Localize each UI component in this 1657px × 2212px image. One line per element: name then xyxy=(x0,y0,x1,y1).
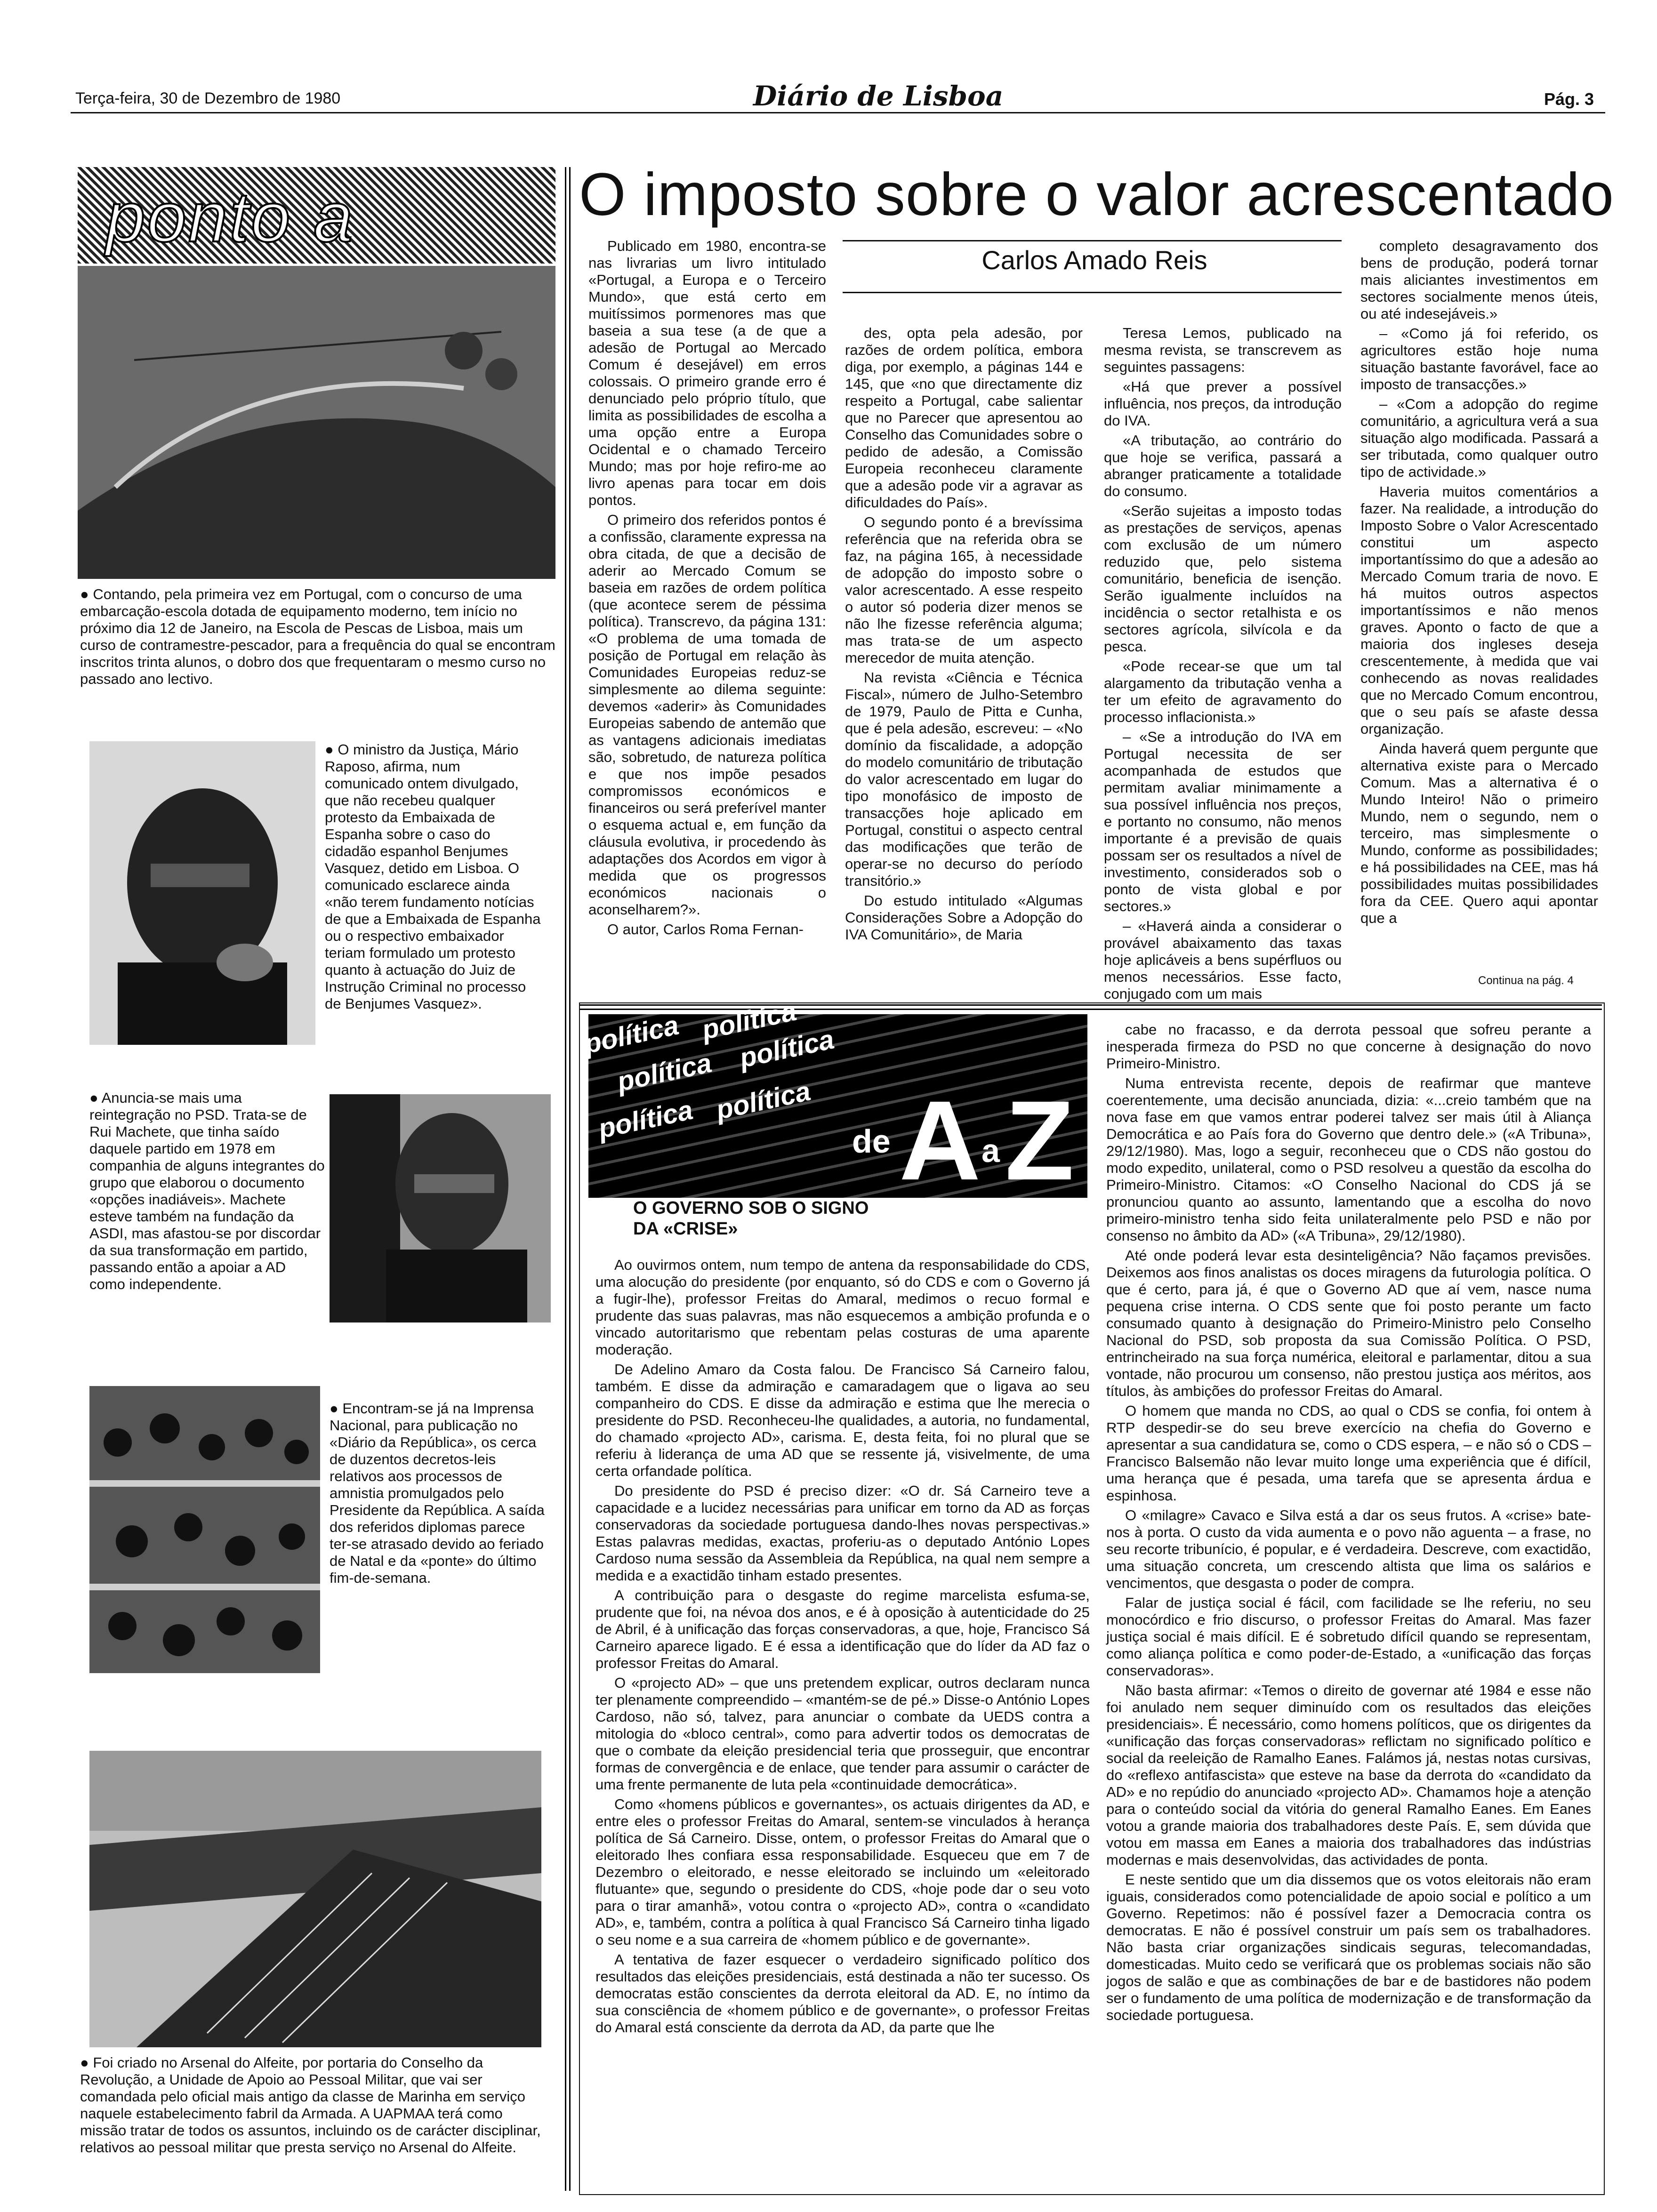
az-c1-p5: O «projecto AD» – que uns pretendem explicar, outros declaram nunca ter plenamente compreendido – «mantém-se de pé.» Disse-o António Lopes Cardoso, não só, talvez, para anunciar o combate da UEDS contra a mitologia do «bloco central», como para advertir todos os democratas de que o combate da eleição presidencial teria que prosseguir, que encontrar formas de convergência e de enlace, que tender para assumir o carácter de uma frente permanente de luta pela «continuidade democrática». xyxy=(595,1675,1090,1793)
iva-c3-p6: – «Se a introdução do IVA em Portugal necessita de ser acompanhada de estudos que permitam avaliar minimamente a sua possível influência nos preços, e portanto no consumo, não menos importante é a previsão de quais possam ser os resultados a nível de investimento, considerados sob o ponto de vista global e por sectores.» xyxy=(1104,729,1342,914)
masthead: Diário de Lisboa xyxy=(753,80,1004,112)
banner-word-6: política xyxy=(713,1075,813,1126)
iva-c3-p5: «Pode recear-se que um tal alargamento da tributação venha a ter um efeito de agravamento do processo inflacionista.» xyxy=(1104,658,1342,725)
photo-arsenal xyxy=(89,1751,541,2047)
iva-c1-p1: Publicado em 1980, encontra-se nas livrarias um livro intitulado «Portugal, a Europa e o Terceiro Mundo», que está certo em muitíssimos pormenores mas que baseia a sua tese (a de que a adesão de Portugal ao Mercado Comum é desejável) em erros colossais. O primeiro grande erro é denunciado pelo próprio título, que limita as possibilidades de escolha a uma opção entre a Europa Ocidental e o chamado Terceiro Mundo; mas por hoje refiro-me ao livro apenas para tocar em dois pontos. xyxy=(588,238,826,508)
boat-image xyxy=(78,266,555,579)
iva-c2-p1: des, opta pela adesão, por razões de ordem política, embora diga, por exemplo, a páginas 144 e 145, que «no que directamente diz respeito a Portugal, cabe salientar que no Parecer que apresentou ao Conselho das Comunidades sobre o pedido de adesão, a Comissão Europeia reconheceu claramente que a adesão pode vir a agravar as dificuldades do País». xyxy=(845,325,1083,511)
az-c1-p2: De Adelino Amaro da Costa falou. De Francisco Sá Carneiro falou, também. E disse da admiração e camaradagem que o ligava ao seu companheiro do CDS. E disse da admiração e estima que lhe merecia o presidente do PSD. Reconheceu-lhe qualidades, a autoria, no fundamental, do chamado «projecto AD», carisma. E, desta feita, foi no plural que se referiu à liderança de uma AD que se ressente já, visivelmente, de uma certa orfandade política. xyxy=(595,1361,1090,1479)
az-de: de xyxy=(852,1123,891,1160)
photo-crowd xyxy=(89,1386,320,1673)
minister-image xyxy=(89,741,315,1045)
iva-c1-p2: O primeiro dos referidos pontos é a confissão, claramente expressa na obra citada, de que a decisão de aderir ao Mercado Comum se baseia em razões de ordem política (que acontece serem de péssima política). Transcrevo, da página 131: «O problema de uma tomada de posição de Portugal em relação às Comunidades Europeias reduz-se simplesmente ao dilema seguinte: devemos «aderir» às Comunidades Europeias sabendo de antemão que as vantagens adicionais imediatas são, sobretudo, de natureza política e que nos impõe pesados compromissos económicos e financeiros ou será preferível manter o esquema actual e, em função da cláusula evolutiva, ir procedendo às adaptações dos Acordos em vigor à medida que os progressos económicos nacionais o aconselharem?». xyxy=(588,512,826,918)
az-headline: O GOVERNO SOB O SIGNO DA «CRISE» xyxy=(633,1198,869,1239)
ponto-item-5: ● Foi criado no Arsenal do Alfeite, por portaria do Conselho da Revolução, a Unidade de Apoio ao Pessoal Militar, que vai ser comandada pelo oficial mais antigo da classe de Marinha em serviço naquele estabelecimento fabril da Armada. A UAPMAA terá como missão tratar de todos os assuntos, incluindo os de carácter disciplinar, relativos ao pessoal militar que presta serviço no Arsenal do Alfeite. xyxy=(80,2054,541,2156)
ponto-item-1: ● Contando, pela primeira vez em Portugal, com o concurso de uma embarcação-escola dotada de equipamento moderno, tem início no próximo dia 12 de Janeiro, na Escola de Pescas de Lisboa, mais um curso de contramestre-pescador, para a frequência do qual se encontram inscritos trinta alunos, o dobro dos que frequentaram o mesmo curso no passado ano lectivo. xyxy=(80,586,555,687)
az-c1-p6: Como «homens públicos e governantes», os actuais dirigentes da AD, e entre eles o professor Freitas do Amaral, sentem-se vinculados à herança política de Sá Carneiro. Disse, ontem, o professor Freitas do Amaral que o eleitorado lhes confiara essa responsabilidade. Esqueceu que em 7 de Dezembro o eleitorado, e nesse eleitorado se incluindo um «eleitorado flutuante» que, segundo o presidente do CDS, «hoje pode dar o seu voto para o tirar amanhã», votou contra o «projecto AD», contra o «candidato AD», e, também, contra a política à qual Francisco Sá Carneiro tinha ligado o seu nome e a sua carreira de «homem público e de governante». xyxy=(595,1796,1090,1948)
photo-machete xyxy=(330,1094,551,1322)
az-c2-p3: Até onde poderá levar esta desinteligência? Não façamos previsões. Deixemos aos finos analistas os doces miragens da futurologia política. O que é certo, para já, é que o Governo AD que aí vem, nasce numa pequena crise interna. O CDS sente que foi posto perante um facto consumado quanto à designação do Primeiro-Ministro pelo Conselho Nacional do PSD, sob proposta da sua Comissão Política. O PSD, entrincheirado na sua força numérica, eleitoral e parlamentar, ditou a sua vontade, não procurou um consenso, não prestou justiça aos méritos, aos títulos, às ambições do professor Freitas do Amaral. xyxy=(1106,1247,1591,1399)
ponto-item-3: ● Anuncia-se mais uma reintegração no PSD. Trata-se de Rui Machete, que tinha saído daquele partido em 1978 em companhia de alguns integrantes do grupo que elaborou o documento «opções inadiáveis». Machete esteve também na fundação da ASDI, mas afastou-se por discordar da sua transformação em partido, passando então a apoiar a AD como independente. xyxy=(89,1090,325,1292)
iva-c3-p7: – «Haverá ainda a considerar o provável abaixamento das taxas hoje aplicáveis a bens supérfluos ou menos necessários. Esse facto, conjugado com um mais xyxy=(1104,918,1342,1002)
az-c2-p2: Numa entrevista recente, depois de reafirmar que manteve coerentemente, uma decisão anunciada, dizia: «...creio também que na nova fase em que vamos entrar poderei talvez ser mais útil à Aliança Democrática e ao País fora do Governo que dentro dele.» («A Tribuna», 29/12/1980). Mas, logo a seguir, reconheceu que o CDS não gostou do modo expedito, unilateral, como o PSD resolveu a questão da escolha do Primeiro-Ministro. Citamos: «O Conselho Nacional do CDS já se pronunciou quanto ao assunto, lamentando que a escolha do novo primeiro-ministro tenha sido feita unilateralmente pelo PSD e não por consenso no âmbito da AD» («A Tribuna», 29/12/1980). xyxy=(1106,1075,1591,1244)
banner-word-2: política xyxy=(699,995,799,1046)
az-letter-small-a: a xyxy=(981,1132,1000,1169)
iva-column-3 xyxy=(1104,325,1342,1005)
ponto-banner-text: ponto a xyxy=(106,177,355,256)
iva-c4-p4: Haveria muitos comentários a fazer. Na realidade, a introdução do Imposto Sobre o Valor Acrescentado constitui um aspecto importantíssimo do que a adesão ao Mercado Comum traria de novo. E há muitos outros aspectos importantíssimos e não menos graves. Aponto o facto de que a maioria dos ingleses deseja crescentemente, à medida que vai conhecendo as novas realidades que no Mercado Comum encontrou, que o seu país se afaste dessa organização. xyxy=(1360,483,1598,737)
iva-c3-p3: «A tributação, ao contrário do que hoje se verifica, passará a abranger praticamente a totalidade do consumo. xyxy=(1104,432,1342,499)
banner-word-3: política xyxy=(614,1047,715,1098)
ponto-item-4: ● Encontram-se já na Imprensa Nacional, para publicação no «Diário da República», os cerca de duzentos decretos-leis relativos aos processos de amnistia promulgados pelo Presidente da República. A saída dos referidos diplomas parece ter-se atrasado devido ao feriado de Natal e da «ponte» do último fim-de-semana. xyxy=(330,1400,545,1586)
az-c2-p5: O «milagre» Cavaco e Silva está a dar os seus frutos. A «crise» bate-nos à porta. O custo da vida aumenta e o povo não aguenta – a frase, no seu recorte tribunício, é popular, e é verdadeira. Descreve, com exactidão, uma situação concreta, um crescendo altista que lima os salários e vencimentos, que desgasta o poder de compra. xyxy=(1106,1507,1591,1591)
iva-c4-p2: – «Como já foi referido, os agricultores estão hoje numa situação bastante favorável, face ao imposto de transacções.» xyxy=(1360,325,1598,393)
az-column-2 xyxy=(1106,1021,1591,2027)
az-c2-p4: O homem que manda no CDS, ao qual o CDS se confia, foi ontem à RTP despedir-se do seu breve exercício na chefia do Governo e apresentar a sua candidatura se, como o CDS espera, – e não só o CDS – Francisco Balsemão não levar muito longe uma experiência que é difícil, uma herança que é pesada, uma tarefa que se apresenta árdua e espinhosa. xyxy=(1106,1403,1591,1504)
author-rule-bottom xyxy=(843,292,1342,293)
iva-column-2 xyxy=(845,325,1083,946)
iva-c4-p3: – «Com a adopção do regime comunitário, a agricultura verá a sua situação algo modificada. Passará a ser tributada, como qualquer outro tipo de actividade.» xyxy=(1360,396,1598,480)
author-rule-top xyxy=(843,240,1342,241)
continued-note: Continua na pág. 4 xyxy=(1478,974,1574,987)
iva-c1-p3: O autor, Carlos Roma Fernan- xyxy=(607,921,804,938)
photo-minister xyxy=(89,741,315,1045)
header-rule xyxy=(71,112,1605,113)
article-author: Carlos Amado Reis xyxy=(981,245,1207,275)
crowd-image xyxy=(89,1386,320,1673)
az-letter-a: A xyxy=(899,1077,981,1203)
az-banner xyxy=(581,995,1087,1203)
banner-word-5: política xyxy=(595,1094,696,1145)
az-c2-p8: E neste sentido que um dia dissemos que os votos eleitorais não eram iguais, considerados como potencialidade de apoio social e político a um Governo. Repetimos: não é possível fazer a Democracia contra os democratas. E não é possível construir um país sem os trabalhadores. Não basta criar organizações sindicais seguras, telecomandadas, domesticadas. Muito cedo se verificará que os problemas sociais não são jogos de salão e que as combinações de bar e de bastidores não podem ser o fundamento de uma política de modernização e de transformação da sociedade portuguesa. xyxy=(1106,1871,1591,2023)
ponto-banner xyxy=(78,167,555,264)
ponto-item-2: ● O ministro da Justiça, Mário Raposo, afirma, num comunicado ontem divulgado, que não recebeu qualquer protesto da Embaixada de Espanha sobre o caso do cidadão espanhol Benjumes Vasquez, detido em Lisboa. O comunicado esclarece ainda «não terem fundamento notícias de que a Embaixada de Espanha ou o respectivo embaixador teriam formulado um protesto quanto à actuação do Juiz de Instrução Criminal no processo de Benjumes Vasquez». xyxy=(325,741,541,1012)
iva-c2-p2: O segundo ponto é a brevíssima referência que na referida obra se faz, na página 165, à necessidade de adopção do imposto sobre o valor acrescentado. A esse respeito o autor só poderia dizer menos se não lhe fizesse referência alguma; mas trata-se de um aspecto merecedor de muita atenção. xyxy=(845,514,1083,666)
iva-c2-p4: Do estudo intitulado «Algumas Considerações Sobre a Adopção do IVA Comunitário», de Maria xyxy=(845,892,1083,943)
az-c1-p3: Do presidente do PSD é preciso dizer: «O dr. Sá Carneiro teve a capacidade e a lucidez necessárias para unificar em torno da AD as forças conservadoras da sociedade portuguesa dando-lhes novas perspectivas.» Estas palavras medidas, exactas, proferiu-as o deputado António Lopes Cardoso numa sessão da Assembleia da República, na qual nem sempre a medida e a exactidão tinham estado presentes. xyxy=(595,1483,1090,1584)
iva-c3-p4: «Serão sujeitas a imposto todas as prestações de serviços, apenas com exclusão de um número reduzido que, pelo sistema comunitário, beneficia de isenção. Serão igualmente incluídos na incidência o sector retalhista e os sectores agrícola, silvícola e da pesca. xyxy=(1104,503,1342,655)
column-divider xyxy=(565,167,573,2191)
az-column-1 xyxy=(595,1257,1090,2039)
header-date: Terça-feira, 30 de Dezembro de 1980 xyxy=(75,89,341,107)
az-c1-p7: A tentativa de fazer esquecer o verdadeiro significado político dos resultados das eleições presidenciais, está destinada a não ter sucesso. Os democratas estão conscientes da derrota eleitoral da AD. E, no íntimo da sua consciência de «homem público e de governante», o professor Freitas do Amaral está consciente da derrota da AD, da parte que lhe xyxy=(595,1951,1090,2036)
arsenal-image xyxy=(89,1751,541,2047)
iva-column-1 xyxy=(588,238,826,941)
iva-c4-p5: Ainda haverá quem pergunte que alternativa existe para o Mercado Comum. Mas a alternativa é o Mundo Inteiro! Não o primeiro Mundo, nem o segundo, nem o terceiro, mas simplesmente o Mundo, conforme as possibilidades; e há possibilidades na CEE, mas há possibilidades muitas possibilidades fora da CEE. Quero aqui apontar que a xyxy=(1360,740,1598,926)
iva-c3-p2: «Há que prever a possível influência, nos preços, da introdução do IVA. xyxy=(1104,378,1342,429)
az-letter-z: Z xyxy=(1005,1077,1074,1203)
photo-boat xyxy=(78,266,555,579)
iva-column-4 xyxy=(1360,238,1598,930)
az-c1-p4: A contribuição para o desgaste do regime marcelista esfuma-se, prudente que foi, na névoa dos anos, e é à oposição à autenticidade do 25 de Abril, é à unificação das forças conservadoras, a que, hoje, Francisco Sá Carneiro aparece ligado. E é essa a identificação que do líder da AD faz o professor Freitas do Amaral. xyxy=(595,1587,1090,1671)
iva-c4-p1: completo desagravamento dos bens de produção, poderá tornar mais aliciantes investimentos em sectores socialmente menos úteis, ou até indesejáveis.» xyxy=(1360,238,1598,322)
iva-c2-p3: Na revista «Ciência e Técnica Fiscal», número de Julho-Setembro de 1979, Paulo de Pitta e Cunha, que é pela adesão, escreveu: – «No domínio da fiscalidade, a adopção do modelo comunitário de tributação do valor acrescentado em lugar do tipo monofásico de imposto de transacções hoje aplicado em Portugal, constitui o aspecto central das modificações que terão de operar-se no decurso do período transitório.» xyxy=(845,669,1083,889)
page-number: Pág. 3 xyxy=(1544,89,1594,109)
article-title: O imposto sobre o valor acrescentado xyxy=(579,161,1614,228)
iva-c3-p1: Teresa Lemos, publicado na mesma revista, se transcrevem as seguintes passagens: xyxy=(1104,325,1342,375)
machete-image xyxy=(330,1094,551,1322)
az-c2-p6: Falar de justiça social é fácil, com facilidade se lhe referiu, no seu monocórdico e frio discurso, o professor Freitas do Amaral. Mas fazer justiça social é mais difícil. E é sobretudo difícil quando se representam, como aliança política e como poder-de-Estado, a «unificação das forças conservadoras». xyxy=(1106,1595,1591,1679)
az-c1-p1: Ao ouvirmos ontem, num tempo de antena da responsabilidade do CDS, uma alocução do presidente (por enquanto, só do CDS e com o Governo já a fugir-lhe), professor Freitas do Amaral, medimos o recuo formal e prudente das suas palavras, mas não esquecemos a ambição profunda e o vincado autoritarismo que rebentam pelas costuras de uma aparente moderação. xyxy=(595,1257,1090,1358)
az-c2-p1: cabe no fracasso, e da derrota pessoal que sofreu perante a inesperada firmeza do PSD no que concerne à designação do novo Primeiro-Ministro. xyxy=(1106,1021,1591,1072)
az-c2-p7: Não basta afirmar: «Temos o direito de governar até 1984 e esse não foi anulado nem sequer diminuído com os resultados das eleições presidenciais». É necessário, como homens políticos, que os dirigentes da «unificação das forças conservadoras» reflictam no significado político e social da reeleição de Ramalho Eanes. Falámos já, nestas notas cursivas, do «reflexo antifascista» que esteve na base da derrota do «candidato da AD» e no repúdio do anunciado «projecto AD». Chamamos hoje a atenção para o conteúdo social da vitória do general Ramalho Eanes. Em Eanes votou a grande maioria dos trabalhadores deste País. E, sem dúvida que votou em massa em Eanes a maioria dos trabalhadores das indústrias modernas e mais desenvolvidas, das actividades de ponta. xyxy=(1106,1682,1591,1868)
banner-word-4: política xyxy=(737,1024,837,1074)
banner-word-1: política xyxy=(581,1010,682,1060)
